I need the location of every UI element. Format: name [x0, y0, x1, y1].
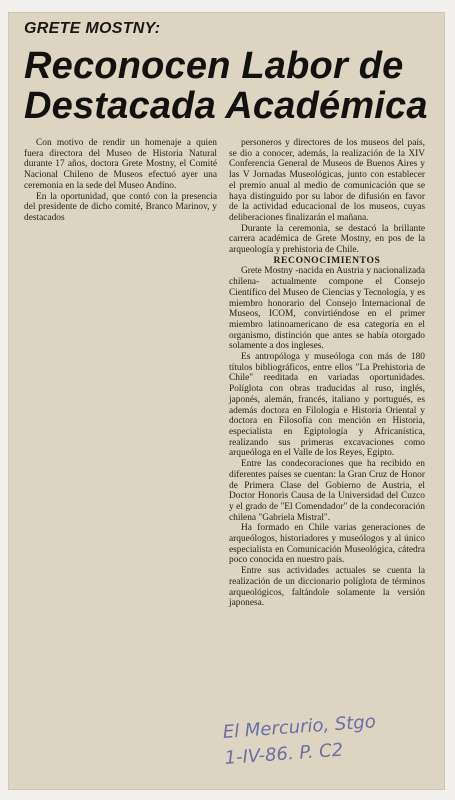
section-subhead: RECONOCIMIENTOS [273, 254, 381, 266]
handwritten-line: El Mercurio, Stgo [222, 711, 377, 743]
paragraph: En la oportunidad, que contó con la presencia del presidente de dicho comité, Branco Marinov, y destacados [24, 191, 217, 223]
paragraph: Grete Mostny -nacida en Austria y nacionalizada chilena- actualmente compone el Consejo Científico del Museo de Ciencias y Tecnología, y es miembro honorario del Consejo Internacional de Museos, ICOM, convirtiéndose en el primer miembro latinoamericano de esa categoría en el organismo, distinción que antes se había otorgado solamente a dos ingleses. [229, 266, 425, 352]
article-column-left [24, 138, 217, 224]
article-kicker: GRETE MOSTNY: [24, 20, 161, 37]
handwritten-line: 1-IV-86. P. C2 [223, 739, 344, 769]
article-column-right [229, 138, 425, 609]
paragraph: Durante la ceremonia, se destacó la brillante carrera académica de Grete Mostny, en pos de la arqueología y prehistoria de Chile. [229, 223, 425, 256]
article-headline: Reconocen Labor de Destacada Académica [24, 45, 428, 127]
paragraph: Entre sus actividades actuales se cuenta la realización de un diccionario políglota de términos arqueológicos, faltándole solamente la versión japonesa. [229, 566, 425, 609]
paragraph: Es antropóloga y museóloga con más de 180 títulos bibliográficos, entre ellos "La Prehistoria de Chile" reeditada en variadas oportunidades. Políglota con obras traducidas al ruso, inglés, japonés, alemán, francés, italiano y portugués, es además doctora en Filología e Historia Oriental y doctora en Filosofía con mención en Historia, especialista en Egiptología y Africanística, realizando sus primeras excavaciones como arqueóloga en el Valle de los Reyes, Egipto. [229, 352, 425, 459]
paragraph: personeros y directores de los museos del país, se dio a conocer, además, la realización de la XIV Conferencia General de Museos de Buenos Aires y las V Jornadas Museológicas, junto con establecer el premio anual al medio de comunicación que se haya distinguido por su labor de difusión en favor de la actividad educacional de los museos, cuyas deliberaciones finalizarán el mañana. [229, 138, 425, 223]
paragraph: Ha formado en Chile varias generaciones de arqueólogos, historiadores y museólogos y al único especialista en Comunicación Museológica, cátedra poco conocida en nuestro país. [229, 523, 425, 566]
paragraph: Con motivo de rendir un homenaje a quien fuera directora del Museo de Historia Natural durante 17 años, doctora Grete Mostny, el Comité Nacional Chileno de Museos efectuó ayer una ceremonia en la sede del Museo Andino. [24, 138, 217, 191]
handwritten-source-note [222, 709, 378, 772]
paragraph: Entre las condecoraciones que ha recibido en diferentes países se cuentan: la Gran Cruz de Honor de Primera Clase del Gobierno de Austria, el Doctor Honoris Causa de la Universidad del Cuzco y el grado de "El Comendador" de la condecoración chilena "Gabriela Mistral". [229, 459, 425, 523]
